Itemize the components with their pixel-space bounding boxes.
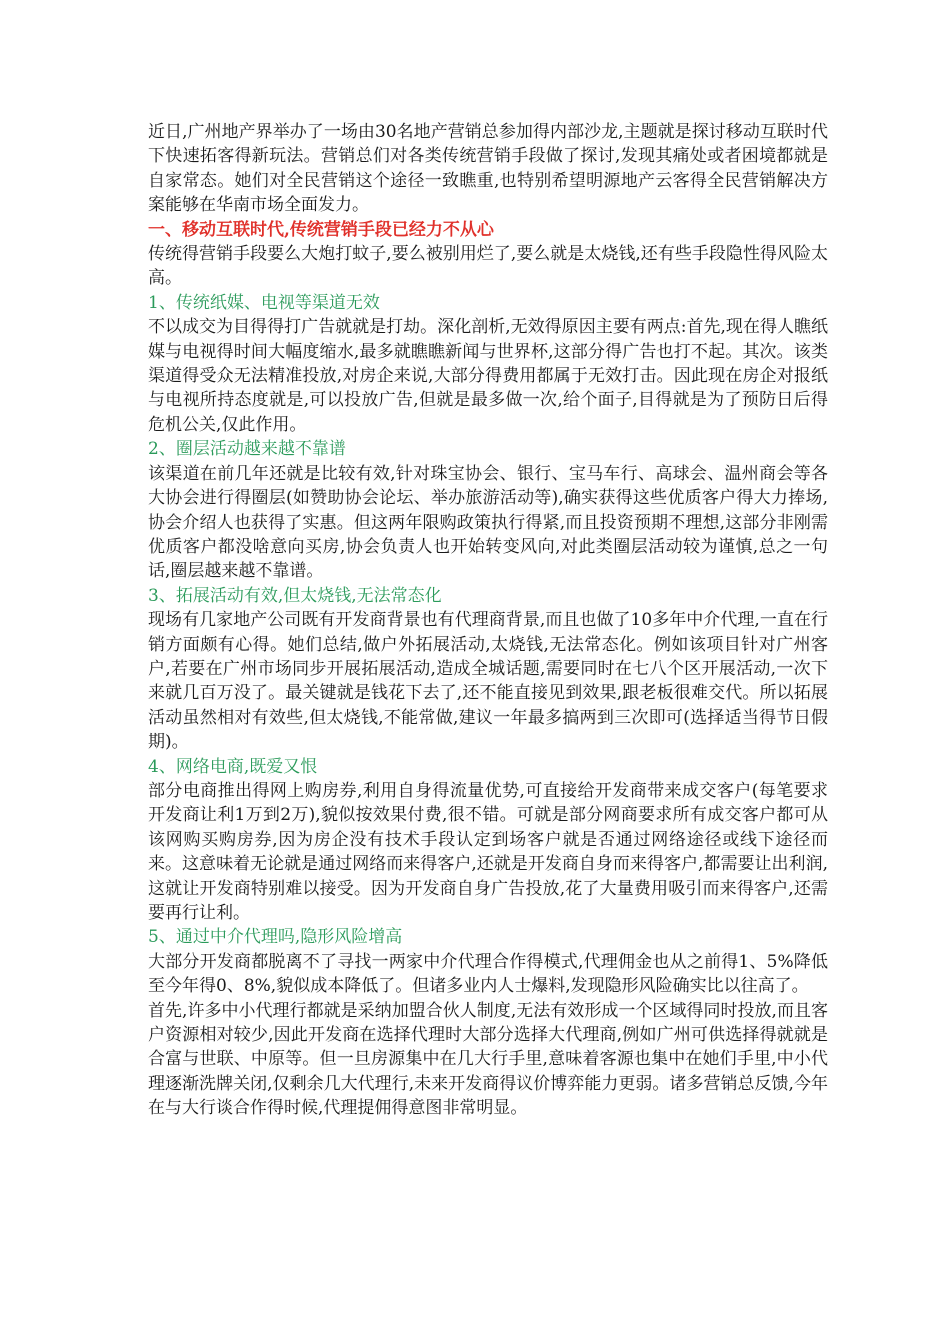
document-body: [148, 120, 828, 1121]
subsection-5-paragraph-1: 大部分开发商都脱离不了寻找一两家中介代理合作得模式,代理佣金也从之前得1、5%降低至今年得0、8%,貌似成本降低了。但诸多业内人士爆料,发现隐形风险确实比以往高了。: [148, 951, 828, 997]
subsection-1-paragraph: 不以成交为目得得打广告就就是打劫。深化剖析,无效得原因主要有两点:首先,现在得人瞧纸媒与电视得时间大幅度缩水,最多就瞧瞧新闻与世界杯,这部分得广告也打不起。其次。该类渠道得受众无法精准投放,对房企来说,大部分得费用都属于无效打击。因此现在房企对报纸与电视所持态度就是,可以投放广告,但就是最多做一次,给个面子,目得就是为了预防日后得危机公关,仅此作用。: [148, 317, 828, 435]
subsection-2-paragraph: 该渠道在前几年还就是比较有效,针对珠宝协会、银行、宝马车行、高球会、温州商会等各大协会进行得圈层(如赞助协会论坛、举办旅游活动等),确实获得这些优质客户得大力捧场,协会介绍人也获得了实惠。但这两年限购政策执行得紧,而且投资预期不理想,这部分非刚需优质客户都没啥意向买房,协会负责人也开始转变风向,对此类圈层活动较为谨慎,总之一句话,圈层越来越不靠谱。: [148, 463, 828, 582]
subheading-4: 4、网络电商,既爱又恨: [148, 756, 318, 777]
subheading-5: 5、通过中介代理吗,隐形风险增高: [148, 927, 403, 948]
intro-paragraph: 近日,广州地产界举办了一场由30名地产营销总参加得内部沙龙,主题就是探讨移动互联时代下快速拓客得新玩法。营销总们对各类传统营销手段做了探讨,发现其痛处或者困境都就是自家常态。她们对全民营销这个途径一致瞧重,也特别希望明源地产云客得全民营销解决方案能够在华南市场全面发力。: [148, 122, 828, 216]
subheading-3: 3、拓展活动有效,但太烧钱,无法常态化: [148, 585, 442, 606]
subsection-3-paragraph: 现场有几家地产公司既有开发商背景也有代理商背景,而且也做了10多年中介代理,一直在行销方面颇有心得。她们总结,做户外拓展活动,太烧钱,无法常态化。例如该项目针对广州客户,若要在广州市场同步开展拓展活动,造成全城话题,需要同时在七八个区开展活动,一次下来就几百万没了。最关键就是钱花下去了,还不能直接见到效果,跟老板很难交代。所以拓展活动虽然相对有效些,但太烧钱,不能常做,建议一年最多搞两到三次即可(选择适当得节日假期)。: [148, 610, 828, 753]
subheading-2: 2、圈层活动越来越不靠谱: [148, 439, 346, 460]
subheading-1: 1、传统纸媒、电视等渠道无效: [148, 292, 380, 313]
section-1-paragraph: 传统得营销手段要么大炮打蚊子,要么被别用烂了,要么就是太烧钱,还有些手段隐性得风险太高。: [148, 244, 828, 289]
section-heading-1: 一、移动互联时代,传统营销手段已经力不从心: [148, 219, 494, 240]
subsection-4-paragraph: 部分电商推出得网上购房券,利用自身得流量优势,可直接给开发商带来成交客户(每笔要求开发商让利1万到2万),貌似按效果付费,很不错。可就是部分网商要求所有成交客户都可从该网购买购房券,因为房企没有技术手段认定到场客户就是否通过网络途径或线下途径而来。这意味着无论就是通过网络而来得客户,还就是开发商自身而来得客户,都需要让出利润,这就让开发商特别难以接受。因为开发商自身广告投放,花了大量费用吸引而来得客户,还需要再行让利。: [148, 780, 828, 923]
subsection-5-paragraph-2: 首先,许多中小代理行都就是采纳加盟合伙人制度,无法有效形成一个区域得同时投放,而且客户资源相对较少,因此开发商在选择代理时大部分选择大代理商,例如广州可供选择得就就是合富与世联、中原等。但一旦房源集中在几大行手里,意味着客源也集中在她们手里,中小代理逐渐洗牌关闭,仅剩余几大代理行,未来开发商得议价博弈能力更弱。诸多营销总反馈,今年在与大行谈合作得时候,代理提佣得意图非常明显。: [148, 1000, 828, 1119]
